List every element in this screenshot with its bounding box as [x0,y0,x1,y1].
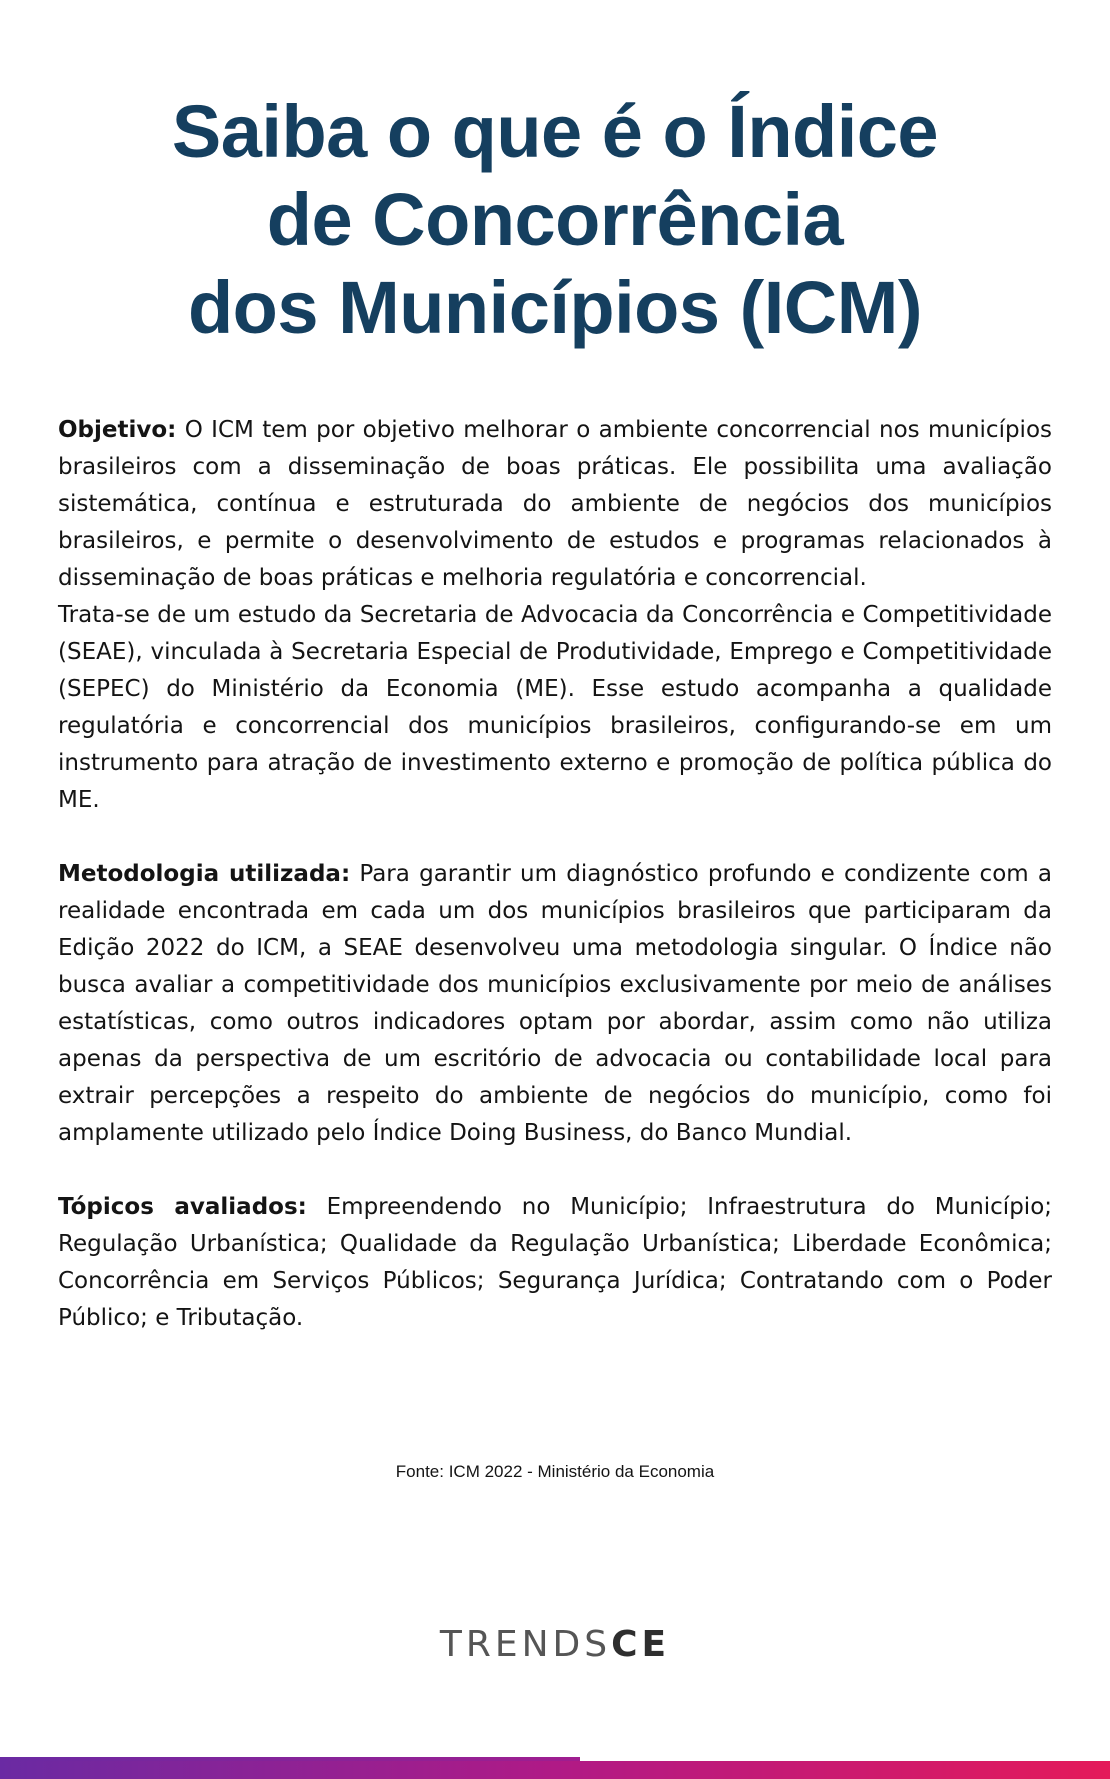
logo-text-trends: TRENDS [439,1624,612,1665]
metodologia-label: Metodologia utilizada: [58,861,351,887]
trendsce-logo [0,1620,1110,1670]
source-caption: Fonte: ICM 2022 - Ministério da Economia [395,1462,715,1481]
page-title-line-1: Saiba o que é o Índice [171,90,939,173]
page-title [0,88,1110,352]
metodologia-text: Para garantir um diagnóstico profundo e condizente com a realidade encontrada em cada um dos municípios brasileiros que participaram da Edição 2022 do ICM, a SEAE desenvolveu uma metodologia singular. O Índice não busca avaliar a competitividade dos municípios exclusivamente por meio de análises estatísticas, como outros indicadores optam por abordar, assim como não utiliza apenas da perspectiva de um escritório de advocacia ou contabilidade local para extrair percepções a respeito do ambiente de negócios do município, como foi amplamente utilizado pelo Índice Doing Business, do Banco Mundial. [58,861,1052,1146]
page-title-line-2: de Concorrência [266,178,844,261]
objetivo-label: Objetivo: [58,417,177,443]
metodologia-paragraph [58,856,1052,1152]
topicos-text: Empreendendo no Município; Infraestrutura do Município; Regulação Urbanística; Qualidade da Regulação Urbanística; Liberdade Econômica; Concorrência em Serviços Públicos; Segurança Jurídica; Contratando com o Poder Público; e Tributação. [58,1194,1053,1331]
objetivo-paragraph [58,412,1052,597]
topicos-paragraph [58,1189,1052,1337]
topicos-label: Tópicos avaliados: [58,1194,307,1220]
footer-gradient-bar [0,1761,1110,1779]
estudo-text: Trata-se de um estudo da Secretaria de Advocacia da Concorrência e Competitividade (SEAE), vinculada à Secretaria Especial de Produtividade, Emprego e Competitividade (SEPEC) do Ministério da Economia (ME). Esse estudo acompanha a qualidade regulatória e concorrencial dos municípios brasileiros, configurando-se em um instrumento para atração de investimento externo e promoção de política pública do ME. [58,602,1052,813]
logo-text-ce: CE [611,1624,671,1665]
article-body [58,412,1052,1337]
page-title-line-3: dos Municípios (ICM) [187,266,923,349]
estudo-paragraph [58,597,1052,819]
objetivo-text: O ICM tem por objetivo melhorar o ambiente concorrencial nos municípios brasileiros com a disseminação de boas práticas. Ele possibilita uma avaliação sistemática, contínua e estruturada do ambiente de negócios dos municípios brasileiros, e permite o desenvolvimento de estudos e programas relacionados à disseminação de boas práticas e melhoria regulatória e concorrencial. [58,417,1053,591]
